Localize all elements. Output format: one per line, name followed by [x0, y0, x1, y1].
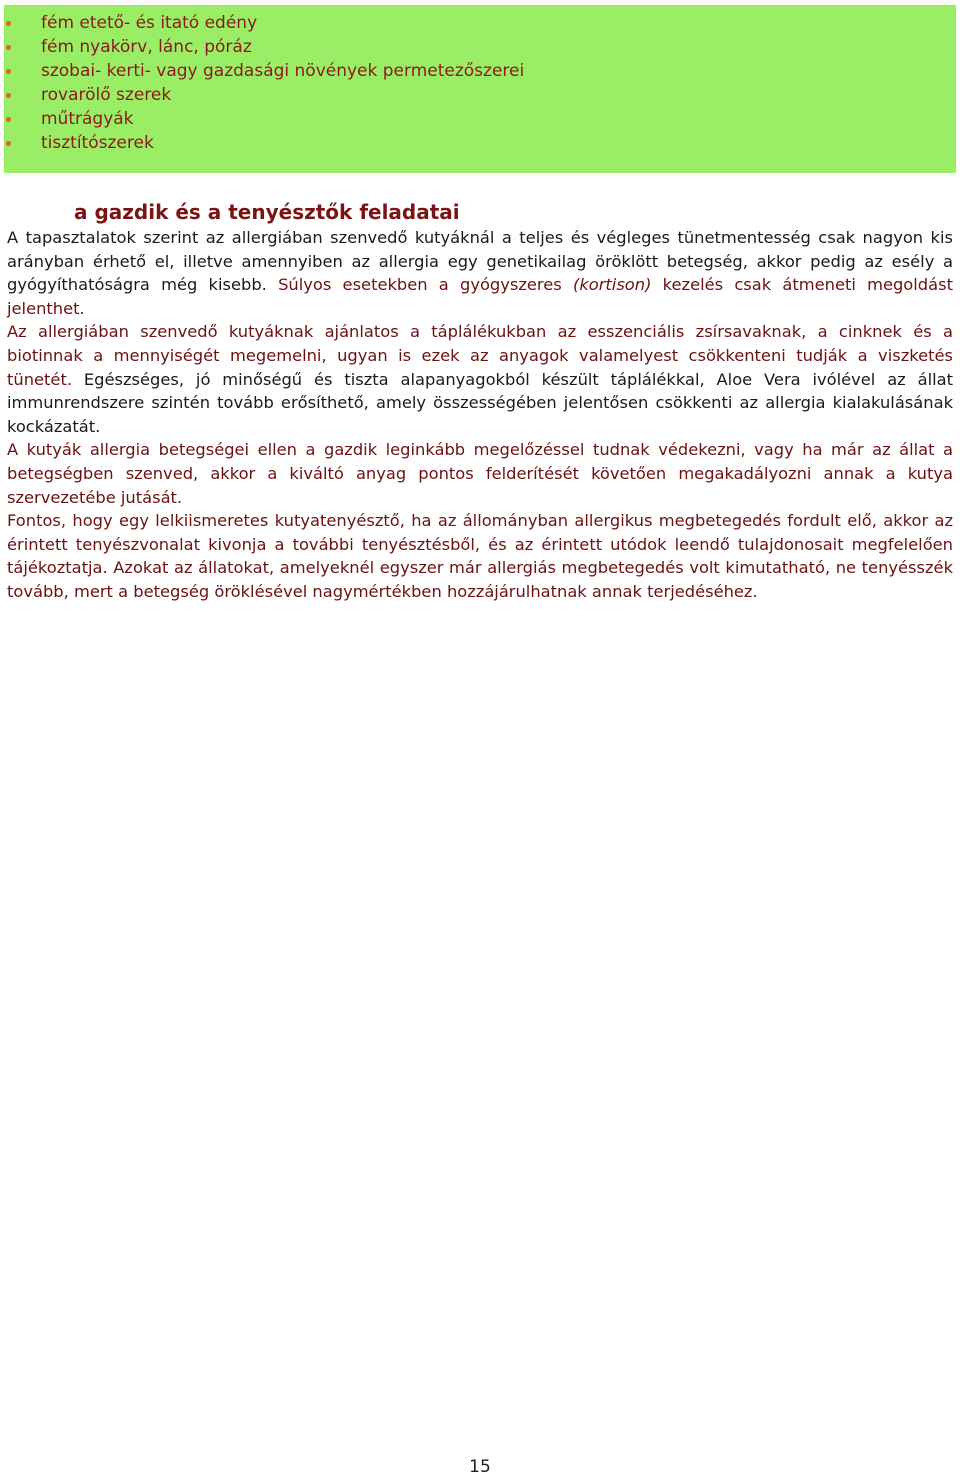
highlight-box	[4, 5, 956, 173]
italic-term: (kortison)	[572, 275, 652, 295]
section-heading: a gazdik és a tenyésztők feladatai	[74, 200, 460, 224]
list-item	[4, 59, 956, 83]
paragraph-nutrition	[7, 320, 953, 438]
bullet-dot-icon	[6, 69, 11, 74]
bullet-dot-icon	[6, 21, 11, 26]
list-item	[4, 131, 956, 155]
list-item	[4, 107, 956, 131]
list-item-text: fém etető- és itató edény	[41, 13, 258, 33]
list-item	[4, 83, 956, 107]
paragraph-text: Egészséges, jó minőségű és tiszta alapanyagokból készült táplálékkal, Aloe Vera ivólével az állat immunrendszere szintén tovább erősíthető, amely összességében jelentősen csökkenti az allergia kialakulásának kockázatát.	[7, 369, 953, 436]
list-item	[4, 11, 956, 35]
page-number: 15	[469, 1457, 491, 1477]
paragraph-text: kezelés csak átmeneti megoldást jelenthet.	[7, 275, 953, 318]
bullet-dot-icon	[6, 117, 11, 122]
list-item	[4, 35, 956, 59]
paragraph-prognosis	[7, 226, 953, 320]
paragraph-prevention: A kutyák allergia betegségei ellen a gazdik leginkább megelőzéssel tudnak védekezni, vagy ha már az állat a betegségben szenved, akkor a kiváltó anyag pontos felderítését követően megakadályozni annak a kutya szervezetébe jutását.	[7, 440, 953, 507]
paragraph-text: A tapasztalatok szerint az allergiában szenvedő kutyáknál a teljes és végleges tünetmentesség csak nagyon kis arányban érhető el, illetve amennyiben az allergia egy genetikailag öröklött betegség, akkor pedig az esély a gyógyíthatóságra még kisebb.	[7, 228, 953, 295]
section-body	[7, 226, 953, 604]
list-item-text: fém nyakörv, lánc, póráz	[41, 37, 252, 57]
bullet-dot-icon	[6, 45, 11, 50]
list-item-text: szobai- kerti- vagy gazdasági növények permetezőszerei	[41, 61, 525, 81]
bullet-dot-icon	[6, 93, 11, 98]
list-item-text: tisztítószerek	[41, 133, 154, 153]
paragraph-breeders: Fontos, hogy egy lelkiismeretes kutyatenyésztő, ha az állományban allergikus megbetegedés fordult elő, akkor az érintett tenyészvonalat kivonja a további tenyésztésből, és az érintett utódok leendő tulajdonosait megfelelően tájékoztatja. Azokat az állatokat, amelyeknél egyszer már allergiás megbetegedés volt kimutatható, ne tenyésszék tovább, mert a betegség öröklésével nagymértékben hozzájárulhatnak annak terjedéséhez.	[7, 511, 953, 601]
list-item-text: rovarölő szerek	[41, 85, 172, 105]
bullet-dot-icon	[6, 141, 11, 146]
hazard-list	[4, 11, 956, 155]
paragraph-text: Az allergiában szenvedő kutyáknak ajánlatos a táplálékukban az esszenciális zsírsavaknak, a cinknek és a biotinnak a mennyiségét megemelni, ugyan is ezek az anyagok valamelyest csökkenteni tudják a viszketés tünetét.	[7, 322, 953, 389]
paragraph-text: Súlyos esetekben a gyógyszeres	[266, 275, 573, 295]
list-item-text: műtrágyák	[41, 109, 134, 129]
